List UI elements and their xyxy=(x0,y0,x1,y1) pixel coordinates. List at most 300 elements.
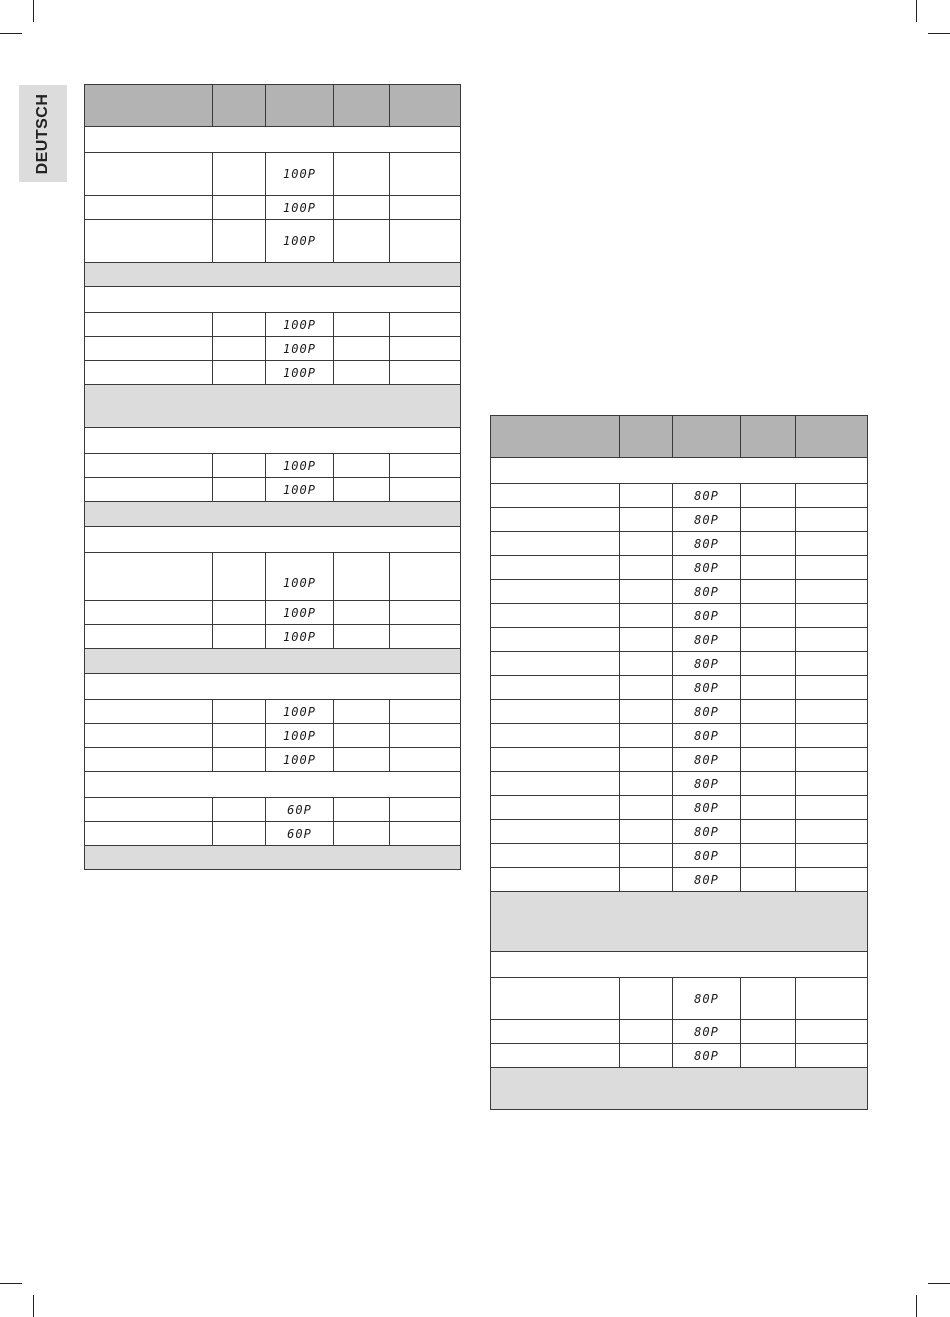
table-cell xyxy=(390,798,461,822)
table-cell xyxy=(390,748,461,772)
table-cell xyxy=(796,700,868,724)
language-tab xyxy=(19,85,67,182)
table-cell xyxy=(620,604,673,628)
table-cell xyxy=(390,724,461,748)
table-cell xyxy=(620,796,673,820)
table-cell xyxy=(390,153,461,196)
table-cell xyxy=(491,676,620,700)
table-row xyxy=(85,700,461,724)
settings-table-left xyxy=(84,84,461,870)
table-cell xyxy=(334,822,390,846)
display-cell xyxy=(673,1020,741,1044)
table-cell xyxy=(620,556,673,580)
note-cell xyxy=(85,846,461,870)
section-header-row xyxy=(85,287,461,313)
table-cell xyxy=(741,868,796,892)
display-cell xyxy=(673,820,741,844)
header-cell xyxy=(796,416,868,458)
table-cell xyxy=(491,484,620,508)
power-display-value: 80P xyxy=(694,1048,719,1063)
table-cell xyxy=(741,978,796,1020)
table-cell xyxy=(796,556,868,580)
power-display-value: 80P xyxy=(694,536,719,551)
section-header-row xyxy=(85,527,461,553)
header-cell xyxy=(620,416,673,458)
table-row xyxy=(85,625,461,649)
table-cell xyxy=(620,1020,673,1044)
table-cell xyxy=(85,220,213,263)
table-cell xyxy=(796,868,868,892)
table-cell xyxy=(796,628,868,652)
display-cell xyxy=(673,484,741,508)
table-cell xyxy=(741,724,796,748)
power-display-value: 80P xyxy=(694,848,719,863)
display-cell xyxy=(673,604,741,628)
display-cell xyxy=(673,532,741,556)
table-cell xyxy=(85,313,213,337)
section-header-cell xyxy=(491,458,868,484)
settings-table-right xyxy=(490,415,868,1110)
table-row xyxy=(85,313,461,337)
table-cell xyxy=(334,625,390,649)
header-cell xyxy=(673,416,741,458)
section-header-cell xyxy=(491,952,868,978)
table-cell xyxy=(620,724,673,748)
table-cell xyxy=(334,313,390,337)
note-cell xyxy=(85,385,461,428)
table-row xyxy=(85,478,461,502)
section-header-cell xyxy=(85,428,461,454)
table-cell xyxy=(390,625,461,649)
table-row xyxy=(491,868,868,892)
table-row xyxy=(85,337,461,361)
table-cell xyxy=(334,798,390,822)
table-cell xyxy=(390,822,461,846)
table-cell xyxy=(85,361,213,385)
table-cell xyxy=(334,700,390,724)
table-cell xyxy=(620,1044,673,1068)
header-cell xyxy=(266,85,334,127)
display-cell xyxy=(673,772,741,796)
table-row xyxy=(491,844,868,868)
table-cell xyxy=(334,454,390,478)
display-cell xyxy=(266,724,334,748)
table-row xyxy=(85,748,461,772)
section-header-row xyxy=(85,428,461,454)
power-display-value: 100P xyxy=(283,575,316,590)
table-cell xyxy=(620,772,673,796)
table-cell xyxy=(85,724,213,748)
power-display-value: 80P xyxy=(694,752,719,767)
table-row xyxy=(85,724,461,748)
table-cell xyxy=(796,772,868,796)
power-display-value: 80P xyxy=(694,728,719,743)
table-cell xyxy=(334,724,390,748)
power-display-value: 80P xyxy=(694,488,719,503)
display-cell xyxy=(266,798,334,822)
note-cell xyxy=(85,263,461,287)
power-display-value: 80P xyxy=(694,680,719,695)
table-cell xyxy=(213,748,266,772)
table-cell xyxy=(796,484,868,508)
table-row xyxy=(85,153,461,196)
table-cell xyxy=(620,628,673,652)
power-display-value: 100P xyxy=(283,629,316,644)
table-cell xyxy=(741,1044,796,1068)
table-cell xyxy=(796,1044,868,1068)
table-cell xyxy=(390,313,461,337)
table-row xyxy=(491,508,868,532)
section-header-cell xyxy=(85,527,461,553)
table-cell xyxy=(741,484,796,508)
table-cell xyxy=(620,820,673,844)
note-row xyxy=(85,263,461,287)
table-cell xyxy=(741,676,796,700)
table-cell xyxy=(620,484,673,508)
display-cell xyxy=(673,748,741,772)
display-cell xyxy=(673,1044,741,1068)
header-cell xyxy=(491,416,620,458)
display-cell xyxy=(673,978,741,1020)
table-cell xyxy=(334,748,390,772)
table-cell xyxy=(741,556,796,580)
display-cell xyxy=(266,700,334,724)
power-display-value: 80P xyxy=(694,1024,719,1039)
table-row xyxy=(491,978,868,1020)
header-cell xyxy=(213,85,266,127)
table-cell xyxy=(390,601,461,625)
power-display-value: 60P xyxy=(287,826,312,841)
table-cell xyxy=(213,625,266,649)
table-cell xyxy=(796,652,868,676)
display-cell xyxy=(266,553,334,601)
table-cell xyxy=(491,868,620,892)
table-cell xyxy=(796,978,868,1020)
power-display-value: 100P xyxy=(283,200,316,215)
table-cell xyxy=(796,748,868,772)
table-cell xyxy=(741,700,796,724)
table-row xyxy=(85,822,461,846)
table-cell xyxy=(85,553,213,601)
table-cell xyxy=(390,478,461,502)
table-cell xyxy=(213,337,266,361)
display-cell xyxy=(266,361,334,385)
table-cell xyxy=(491,978,620,1020)
table-cell xyxy=(390,220,461,263)
table-row xyxy=(491,580,868,604)
table-cell xyxy=(796,580,868,604)
table-cell xyxy=(85,601,213,625)
table-cell xyxy=(620,580,673,604)
display-cell xyxy=(266,454,334,478)
power-display-value: 80P xyxy=(694,824,719,839)
table-cell xyxy=(491,604,620,628)
table-cell xyxy=(213,196,266,220)
section-header-row xyxy=(491,458,868,484)
table-cell xyxy=(85,478,213,502)
table-cell xyxy=(491,508,620,532)
power-display-value: 60P xyxy=(287,802,312,817)
power-display-value: 100P xyxy=(283,458,316,473)
power-display-value: 100P xyxy=(283,365,316,380)
crop-mark xyxy=(928,33,950,34)
header-cell xyxy=(741,416,796,458)
table-row xyxy=(85,220,461,263)
table-cell xyxy=(85,625,213,649)
power-display-value: 100P xyxy=(283,605,316,620)
table-cell xyxy=(741,508,796,532)
power-display-value: 100P xyxy=(283,752,316,767)
table-row xyxy=(491,532,868,556)
power-display-value: 100P xyxy=(283,482,316,497)
display-cell xyxy=(673,628,741,652)
table-cell xyxy=(213,153,266,196)
table-row xyxy=(491,676,868,700)
power-display-value: 80P xyxy=(694,512,719,527)
table-row xyxy=(85,454,461,478)
power-display-value: 100P xyxy=(283,234,316,248)
table-cell xyxy=(741,604,796,628)
table-cell xyxy=(85,153,213,196)
table-cell xyxy=(334,553,390,601)
section-header-cell xyxy=(85,772,461,798)
power-display-value: 80P xyxy=(694,656,719,671)
display-cell xyxy=(266,478,334,502)
crop-mark xyxy=(928,1283,950,1284)
table-row xyxy=(85,553,461,601)
table-cell xyxy=(491,820,620,844)
display-cell xyxy=(673,724,741,748)
table-row xyxy=(85,601,461,625)
display-cell xyxy=(673,700,741,724)
crop-mark xyxy=(916,0,917,22)
table-cell xyxy=(491,1020,620,1044)
table-cell xyxy=(741,532,796,556)
display-cell xyxy=(673,868,741,892)
table-row xyxy=(491,1044,868,1068)
table-cell xyxy=(334,361,390,385)
section-header-row xyxy=(85,674,461,700)
table-cell xyxy=(85,196,213,220)
note-row xyxy=(491,1068,868,1110)
display-cell xyxy=(673,676,741,700)
power-display-value: 80P xyxy=(694,872,719,887)
table-cell xyxy=(85,822,213,846)
display-cell xyxy=(266,220,334,263)
note-row xyxy=(85,649,461,674)
table-cell xyxy=(741,628,796,652)
display-cell xyxy=(673,508,741,532)
table-row xyxy=(491,772,868,796)
table-cell xyxy=(796,820,868,844)
power-display-value: 80P xyxy=(694,800,719,815)
table-cell xyxy=(334,220,390,263)
table-cell xyxy=(390,196,461,220)
table-cell xyxy=(741,652,796,676)
power-display-value: 80P xyxy=(694,632,719,647)
table-cell xyxy=(491,724,620,748)
table-cell xyxy=(213,601,266,625)
crop-mark xyxy=(33,1295,34,1317)
table-cell xyxy=(213,553,266,601)
table-row xyxy=(85,196,461,220)
table-cell xyxy=(213,822,266,846)
table-cell xyxy=(334,153,390,196)
crop-mark xyxy=(33,0,34,22)
table-row xyxy=(491,484,868,508)
power-display-value: 80P xyxy=(694,560,719,575)
table-cell xyxy=(213,478,266,502)
display-cell xyxy=(266,313,334,337)
table-cell xyxy=(213,798,266,822)
table-cell xyxy=(213,313,266,337)
table-cell xyxy=(85,454,213,478)
table-cell xyxy=(620,748,673,772)
table-cell xyxy=(796,604,868,628)
display-cell xyxy=(266,337,334,361)
section-header-cell xyxy=(85,127,461,153)
table-row xyxy=(491,628,868,652)
table-row xyxy=(491,652,868,676)
power-display-value: 100P xyxy=(283,341,316,356)
table-cell xyxy=(491,628,620,652)
header-cell xyxy=(390,85,461,127)
table-cell xyxy=(390,454,461,478)
table-cell xyxy=(491,772,620,796)
table-cell xyxy=(213,700,266,724)
table-cell xyxy=(741,844,796,868)
table-cell xyxy=(620,676,673,700)
table-cell xyxy=(85,700,213,724)
power-display-value: 80P xyxy=(694,776,719,791)
table-cell xyxy=(491,796,620,820)
note-cell xyxy=(491,892,868,952)
table-row xyxy=(491,724,868,748)
note-row xyxy=(85,846,461,870)
display-cell xyxy=(266,822,334,846)
table-cell xyxy=(85,748,213,772)
table-cell xyxy=(491,748,620,772)
table-cell xyxy=(390,337,461,361)
table-row xyxy=(85,798,461,822)
table-cell xyxy=(796,508,868,532)
display-cell xyxy=(673,844,741,868)
note-row xyxy=(85,502,461,527)
display-cell xyxy=(673,796,741,820)
table-cell xyxy=(741,748,796,772)
table-row xyxy=(491,796,868,820)
section-header-cell xyxy=(85,287,461,313)
note-cell xyxy=(85,502,461,527)
table-cell xyxy=(796,676,868,700)
table-cell xyxy=(796,532,868,556)
crop-mark xyxy=(0,33,22,34)
table-row xyxy=(491,556,868,580)
table-cell xyxy=(620,508,673,532)
table-row xyxy=(85,361,461,385)
table-row xyxy=(491,820,868,844)
table-cell xyxy=(620,868,673,892)
table-cell xyxy=(390,361,461,385)
power-display-value: 100P xyxy=(283,704,316,719)
table-cell xyxy=(334,196,390,220)
table-cell xyxy=(796,844,868,868)
display-cell xyxy=(673,580,741,604)
table-cell xyxy=(741,820,796,844)
table-cell xyxy=(334,337,390,361)
section-header-row xyxy=(491,952,868,978)
table-cell xyxy=(213,220,266,263)
display-cell xyxy=(266,625,334,649)
table-row xyxy=(491,604,868,628)
power-display-value: 100P xyxy=(283,728,316,743)
power-display-value: 100P xyxy=(283,317,316,332)
table-cell xyxy=(213,724,266,748)
table-cell xyxy=(334,478,390,502)
note-cell xyxy=(85,649,461,674)
table-cell xyxy=(796,796,868,820)
table-cell xyxy=(620,978,673,1020)
table-cell xyxy=(213,361,266,385)
note-row xyxy=(85,385,461,428)
language-tab-label: DEUTSCH xyxy=(34,93,51,174)
crop-mark xyxy=(0,1283,22,1284)
section-header-row xyxy=(85,127,461,153)
power-display-value: 80P xyxy=(694,584,719,599)
table-cell xyxy=(741,1020,796,1044)
table-cell xyxy=(741,796,796,820)
display-cell xyxy=(673,556,741,580)
display-cell xyxy=(673,652,741,676)
table-cell xyxy=(796,724,868,748)
table-cell xyxy=(213,454,266,478)
power-display-value: 80P xyxy=(694,991,719,1006)
table-cell xyxy=(741,772,796,796)
table-cell xyxy=(620,652,673,676)
display-cell xyxy=(266,601,334,625)
table-row xyxy=(491,1020,868,1044)
table-cell xyxy=(491,700,620,724)
table-cell xyxy=(491,652,620,676)
display-cell xyxy=(266,153,334,196)
header-cell xyxy=(85,85,213,127)
table-cell xyxy=(491,844,620,868)
table-cell xyxy=(620,532,673,556)
table-cell xyxy=(334,601,390,625)
header-cell xyxy=(334,85,390,127)
display-cell xyxy=(266,196,334,220)
power-display-value: 100P xyxy=(283,167,316,181)
table-header-row xyxy=(85,85,461,127)
power-display-value: 80P xyxy=(694,608,719,623)
table-cell xyxy=(491,1044,620,1068)
table-cell xyxy=(620,700,673,724)
note-row xyxy=(491,892,868,952)
table-cell xyxy=(390,700,461,724)
table-cell xyxy=(491,556,620,580)
section-header-row xyxy=(85,772,461,798)
note-cell xyxy=(491,1068,868,1110)
table-cell xyxy=(491,580,620,604)
table-cell xyxy=(741,580,796,604)
table-row xyxy=(491,700,868,724)
power-display-value: 80P xyxy=(694,704,719,719)
section-header-cell xyxy=(85,674,461,700)
display-cell xyxy=(266,748,334,772)
table-cell xyxy=(620,844,673,868)
table-row xyxy=(491,748,868,772)
table-cell xyxy=(390,553,461,601)
